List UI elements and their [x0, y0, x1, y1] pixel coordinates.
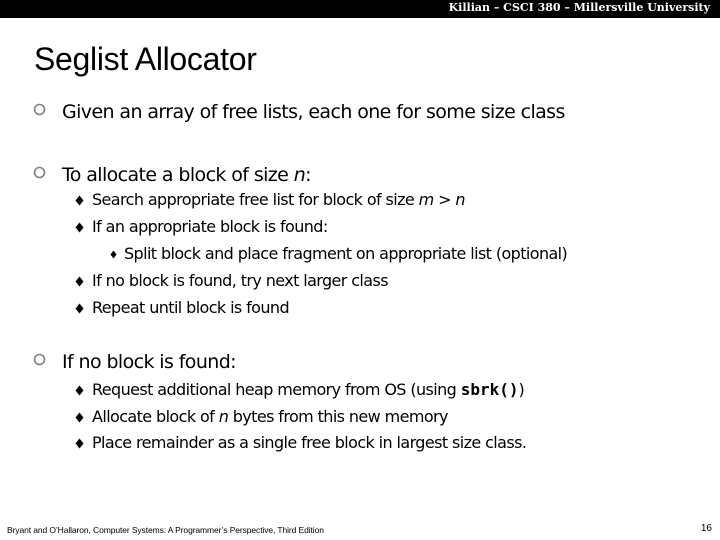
variable-n: n: [293, 164, 306, 186]
square-bullet-icon: [75, 222, 84, 233]
square-bullet-icon: [75, 385, 84, 396]
course-header: Killian – CSCI 380 – Millersville University: [448, 1, 710, 14]
text-segment: :: [305, 164, 311, 186]
bullet-text: [62, 163, 311, 187]
text-segment: Request additional heap memory from OS (using: [92, 380, 461, 399]
sub-sub-bullet-text: Split block and place fragment on appropriate list (optional): [124, 244, 568, 263]
square-bullet-icon: [75, 303, 84, 314]
sub-bullet-text: [92, 407, 448, 427]
page-number: 16: [700, 523, 712, 534]
text-segment: Allocate block of: [92, 407, 219, 426]
square-bullet-icon: [110, 250, 117, 259]
text-segment: bytes from this new memory: [228, 407, 448, 426]
hollow-circle-bullet-icon: [33, 166, 46, 179]
header-bar: [0, 0, 720, 18]
text-segment: ): [518, 380, 525, 399]
sub-bullet-text: [92, 190, 465, 210]
sub-bullet-text: Place remainder as a single free block in largest size class.: [92, 433, 527, 452]
bullet-text: If no block is found:: [62, 351, 236, 373]
slide-title: Seglist Allocator: [34, 41, 257, 77]
text-segment: Search appropriate free list for block of size: [92, 190, 419, 209]
square-bullet-icon: [75, 412, 84, 423]
variable-m-gt-n: m > n: [418, 190, 465, 209]
square-bullet-icon: [75, 195, 84, 206]
variable-n: n: [218, 407, 229, 426]
hollow-circle-bullet-icon: [33, 353, 46, 366]
sub-bullet-text: If an appropriate block is found:: [92, 217, 328, 236]
sub-bullet-text: If no block is found, try next larger class: [92, 271, 388, 290]
text-segment: To allocate a block of size: [62, 164, 294, 186]
bullet-text: Given an array of free lists, each one for some size class: [62, 101, 565, 123]
sub-bullet-text: [92, 380, 524, 400]
square-bullet-icon: [75, 276, 84, 287]
square-bullet-icon: [75, 438, 84, 449]
footer-citation: Bryant and O’Hallaron, Computer Systems: A Programmer’s Perspective, Third Edition: [7, 525, 324, 535]
hollow-circle-bullet-icon: [33, 103, 46, 116]
sub-bullet-text: Repeat until block is found: [92, 298, 290, 317]
code-sbrk: sbrk(): [460, 380, 519, 399]
